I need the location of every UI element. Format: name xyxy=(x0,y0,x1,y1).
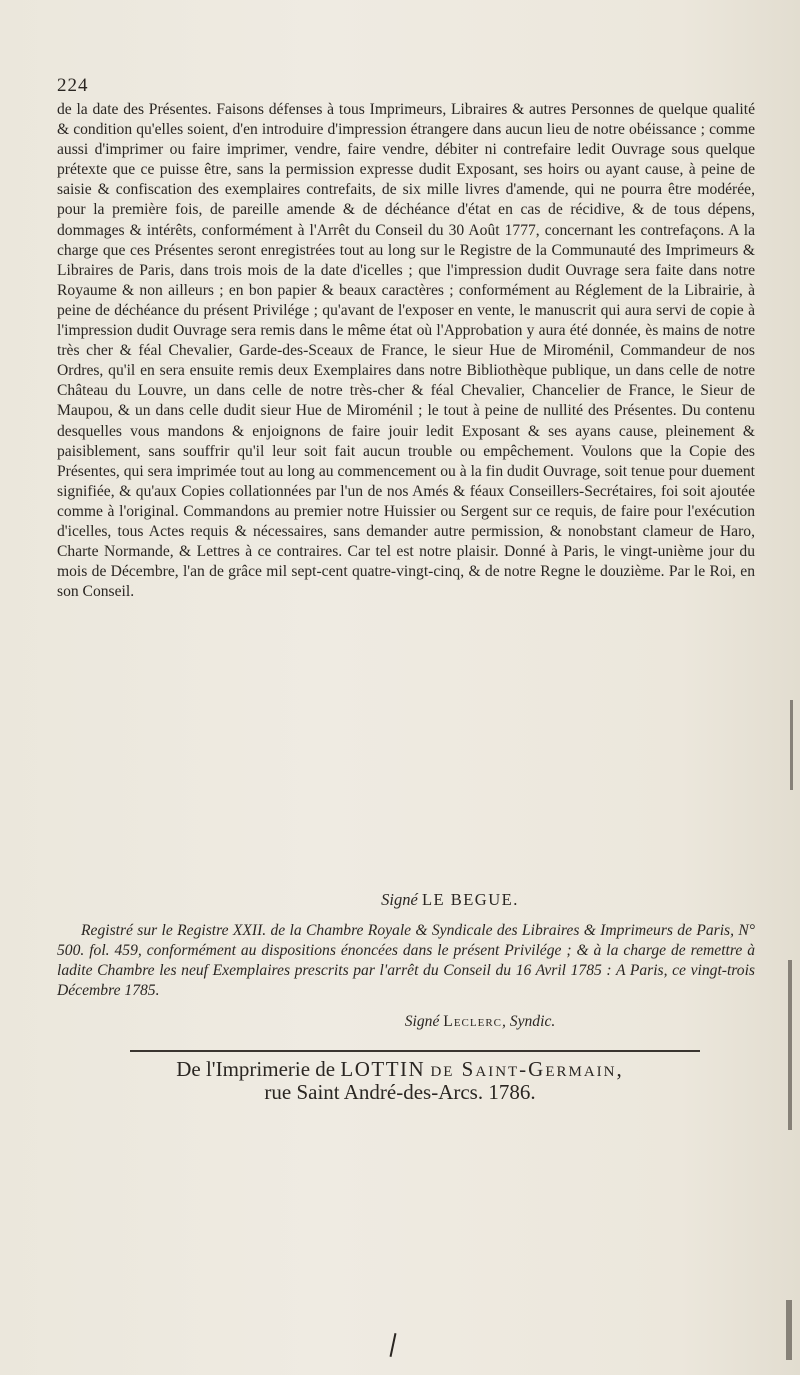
registration-note: Registré sur le Registre XXII. de la Chambre Royale & Syndicale des Libraires & Imprimeurs de Paris, N° 500. fol. 459, conformément au dispositions énoncées dans le présent Privilége ; & à la charge de remettre à ladite Chambre les neuf Exemplaires prescrits par l'arrêt du Conseil du 16 Avril 1785 : A Paris, ce vingt-trois Décembre 1785. xyxy=(57,922,755,999)
printer-imprint xyxy=(0,1058,800,1104)
imprint-prefix: De l'Imprimerie de xyxy=(176,1057,336,1081)
signature-name: LE BEGUE. xyxy=(421,890,519,909)
paper-edge-mark xyxy=(786,1300,792,1360)
privilege-paragraph: de la date des Présentes. Faisons défenses à tous Imprimeurs, Libraires & autres Personnes de quelque qualité & condition qu'elles soient, d'en introduire d'impression étrangere dans aucun lieu de notre obéissance ; comme aussi d'imprimer ou faire imprimer, vendre, faire vendre, débiter ni contrefaire ledit Ouvrage sous quelque prétexte que ce puisse être, sans la permission expresse dudit Exposant, ses hoirs ou ayant cause, à peine de saisie & confiscation des exemplaires contrefaits, de six mille livres d'amende, qui ne pourra être modérée, pour la première fois, de pareille amende & de déchéance d'état en cas de récidive, & de tous dépens, dommages & intérêts, conformément à l'Arrêt du Conseil du 30 Août 1777, concernant les contrefaçons. A la charge que ces Présentes seront enregistrées tout au long sur le Registre de la Communauté des Imprimeurs & Libraires de Paris, dans trois mois de la date d'icelles ; que l'impression dudit Ouvrage sera faite dans notre Royaume & non ailleurs ; en bon papier & beaux caractères ; conformément au Réglement de la Librairie, à peine de déchéance du présent Privilége ; qu'avant de l'exposer en vente, le manuscrit qui aura servi de copie à l'impression dudit Ouvrage sera remis dans le même état où l'Approbation y aura été donnée, ès mains de notre très cher & féal Chevalier, Garde-des-Sceaux de France, le sieur Hue de Miroménil, Commandeur de nos Ordres, qu'il en sera ensuite remis deux Exemplaires dans notre Bibliothèque publique, un dans celle de notre Château du Louvre, un dans celle de notre très-cher & féal Chevalier, Chancelier de France, le Sieur de Maupou, & un dans celle dudit sieur Hue de Miroménil ; le tout à peine de nullité des Présentes. Du contenu desquelles vous mandons & enjoignons de faire jouir ledit Exposant & ses ayans cause, pleinement & paisiblement, sans souffrir qu'il leur soit fait aucun trouble ou empêchement. Voulons que la Copie des Présentes, qui sera imprimée tout au long au commencement ou à la fin dudit Ouvrage, soit tenue pour duement signifiée, & qu'aux Copies collationnées par l'un de nos Amés & féaux Conseillers-Secrétaires, foi soit ajoutée comme à l'original. Commandons au premier notre Huissier ou Sergent sur ce requis, de faire pour l'exécution d'icelles, tous Actes requis & nécessaires, sans demander autre permission, & nonobstant clameur de Haro, Charte Normande, & Lettres à ce contraires. Car tel est notre plaisir. Donné à Paris, le vingt-unième jour du mois de Décembre, l'an de grâce mil sept-cent quatre-vingt-cinq, & de notre Regne le douzième. Par le Roi, en son Conseil. xyxy=(57,101,755,601)
paper-edge-mark xyxy=(790,700,793,790)
paper-edge-mark xyxy=(788,960,792,1130)
ink-stroke-mark xyxy=(390,1333,397,1357)
signature2-name: Leclerc xyxy=(443,1013,502,1030)
signature2-prefix: Signé xyxy=(404,1013,440,1030)
imprint-printer-name: LOTTIN xyxy=(340,1057,426,1081)
signature-leclerc xyxy=(0,1013,800,1031)
signature-prefix: Signé xyxy=(381,890,418,909)
horizontal-rule xyxy=(130,1050,700,1052)
signature-le-begue xyxy=(0,890,800,910)
privilege-text xyxy=(57,100,755,602)
signature2-title: , Syndic. xyxy=(502,1013,556,1030)
imprint-printer-suffix: de Saint-Germain, xyxy=(430,1057,624,1081)
page-number: 224 xyxy=(57,75,89,96)
imprint-line-2: rue Saint André-des-Arcs. 1786. xyxy=(264,1080,536,1104)
imprint-line-1 xyxy=(0,1058,800,1081)
